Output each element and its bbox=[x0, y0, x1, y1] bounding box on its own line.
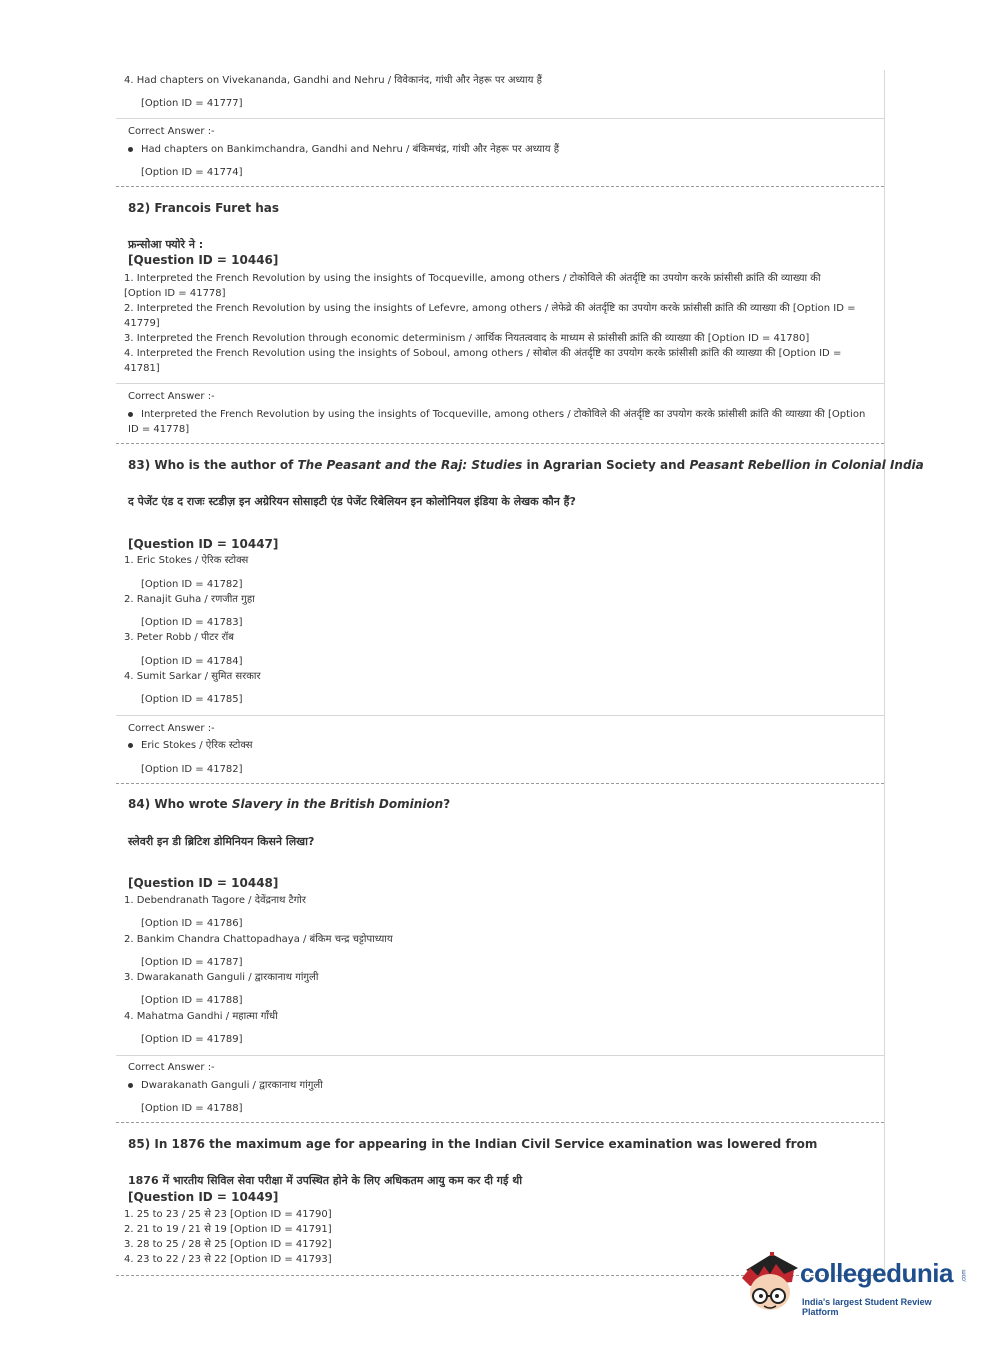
q83-hindi: द पेजेंट एंड द राजः स्टडीज़ इन अग्रेरियन सोसाइटी एंड पेजेंट रिबेलियन इन कोलोनियल इंडिया के लेखक कौन हैं? bbox=[128, 495, 576, 508]
q84-hindi: स्लेवरी इन डी ब्रिटिश डोमिनियन किसने लिखा? bbox=[128, 835, 315, 848]
q81-correct-answer bbox=[128, 142, 559, 157]
q83-option-1: 1. Eric Stokes / ऐरिक स्टोक्स bbox=[124, 555, 249, 566]
question-separator bbox=[116, 783, 884, 784]
q82-option-1: 1. Interpreted the French Revolution by using the insights of Tocqueville, among others / टोकोविले की अंतर्दृष्टि का उपयोग करके फ्रांसीसी क्रांति की व्याख्या की [Option ID = 41778] bbox=[124, 273, 821, 299]
q83-option-1-id: [Option ID = 41782] bbox=[141, 579, 243, 590]
q82-correct-text: Interpreted the French Revolution by using the insights of Tocqueville, among others / टोकोविले की अंतर्दृष्टि का उपयोग करके फ्रांसीसी क्रांति की व्याख्या की [Option ID = 41778] bbox=[128, 409, 866, 435]
q83-question-id: [Question ID = 10447] bbox=[128, 537, 279, 551]
q82-option-3: 3. Interpreted the French Revolution through economic determinism / आर्थिक नियतत्ववाद के माध्यम से फ्रांसीसी क्रांति की व्याख्या की [Option ID = 41780] bbox=[124, 333, 810, 344]
q83-title: 83) Who is the author of The Peasant and the Raj: Studies in Agrarian Society and Peasant Rebellion in Colonial India bbox=[128, 458, 924, 472]
bullet-icon bbox=[128, 147, 133, 152]
q84-option-1-id: [Option ID = 41786] bbox=[141, 918, 243, 929]
graduate-mascot-icon bbox=[740, 1248, 802, 1314]
q85-question-id: [Question ID = 10449] bbox=[128, 1190, 279, 1204]
q84-option-2: 2. Bankim Chandra Chattopadhaya / बंकिम चन्द्र चट्टोपाध्याय bbox=[124, 934, 393, 945]
q83-option-4-id: [Option ID = 41785] bbox=[141, 694, 243, 705]
q85-option-4: 4. 23 to 22 / 23 से 22 [Option ID = 41793] bbox=[124, 1254, 332, 1265]
q81-option-4-id: [Option ID = 41777] bbox=[141, 98, 243, 109]
q85-option-2: 2. 21 to 19 / 21 से 19 [Option ID = 41791] bbox=[124, 1224, 332, 1235]
q83-option-3: 3. Peter Robb / पीटर रॉब bbox=[124, 632, 234, 643]
divider bbox=[116, 383, 884, 384]
bullet-icon bbox=[128, 743, 133, 748]
logo-domain: .com bbox=[961, 1269, 968, 1283]
q83-option-2-id: [Option ID = 41783] bbox=[141, 617, 243, 628]
q84-question-id: [Question ID = 10448] bbox=[128, 876, 279, 890]
q84-correct-label: Correct Answer :- bbox=[128, 1062, 215, 1073]
q85-option-3: 3. 28 to 25 / 28 से 25 [Option ID = 41792] bbox=[124, 1239, 332, 1250]
q82-correct-answer bbox=[128, 407, 873, 437]
q84-option-4-id: [Option ID = 41789] bbox=[141, 1034, 243, 1045]
q84-correct-text: Dwarakanath Ganguli / द्वारकानाथ गांगुली bbox=[141, 1080, 323, 1091]
question-separator bbox=[116, 443, 884, 444]
divider bbox=[116, 118, 884, 119]
q81-correct-id: [Option ID = 41774] bbox=[141, 167, 243, 178]
logo-tagline: India's largest Student Review Platform bbox=[802, 1297, 932, 1317]
q82-correct-label: Correct Answer :- bbox=[128, 391, 215, 402]
q82-hindi: फ्रन्सोआ फ्योरे ने : bbox=[128, 238, 204, 251]
q84-correct-id: [Option ID = 41788] bbox=[141, 1103, 243, 1114]
q82-option-4: 4. Interpreted the French Revolution using the insights of Soboul, among others / सोबोल की अंतर्दृष्टि का उपयोग करके फ्रांसीसी क्रांति की व्याख्या की [Option ID = 41781] bbox=[124, 348, 842, 374]
bullet-icon bbox=[128, 1083, 133, 1088]
divider bbox=[116, 715, 884, 716]
q82-title: 82) Francois Furet has bbox=[128, 201, 280, 215]
q82-option-2: 2. Interpreted the French Revolution by using the insights of Lefevre, among others / लेफेव्रे की अंतर्दृष्टि का उपयोग करके फ्रांसीसी क्रांति की व्याख्या की [Option ID = 41779] bbox=[124, 303, 856, 329]
q81-option-4: 4. Had chapters on Vivekananda, Gandhi and Nehru / विवेकानंद, गांधी और नेहरू पर अध्याय हैं bbox=[124, 75, 542, 86]
q83-option-2: 2. Ranajit Guha / रणजीत गुहा bbox=[124, 594, 255, 605]
divider bbox=[116, 1055, 884, 1056]
q84-option-1: 1. Debendranath Tagore / देवेंद्रनाथ टैगोर bbox=[124, 895, 306, 906]
q83-correct-id: [Option ID = 41782] bbox=[141, 764, 243, 775]
collegedunia-logo[interactable] bbox=[740, 1248, 970, 1318]
q83-option-4: 4. Sumit Sarkar / सुमित सरकार bbox=[124, 671, 261, 682]
q85-title: 85) In 1876 the maximum age for appearing in the Indian Civil Service examination was lowered from bbox=[128, 1137, 818, 1151]
question-separator bbox=[116, 186, 884, 187]
q83-correct-label: Correct Answer :- bbox=[128, 723, 215, 734]
q83-correct-answer bbox=[128, 738, 253, 753]
q85-hindi: 1876 में भारतीय सिविल सेवा परीक्षा में उपस्थित होने के लिए अधिकतम आयु कम कर दी गई थी bbox=[128, 1174, 523, 1187]
question-separator bbox=[116, 1122, 884, 1123]
q81-correct-text: Had chapters on Bankimchandra, Gandhi and Nehru / बंकिमचंद्र, गांधी और नेहरू पर अध्याय हैं bbox=[141, 144, 560, 155]
logo-wordmark: collegedunia bbox=[800, 1258, 953, 1288]
q84-correct-answer bbox=[128, 1078, 323, 1093]
q84-option-4: 4. Mahatma Gandhi / महात्मा गाँधी bbox=[124, 1011, 278, 1022]
q84-option-3: 3. Dwarakanath Ganguli / द्वारकानाथ गांगुली bbox=[124, 972, 319, 983]
bullet-icon bbox=[128, 412, 133, 417]
q84-title: 84) Who wrote Slavery in the British Dominion? bbox=[128, 797, 451, 811]
q85-option-1: 1. 25 to 23 / 25 से 23 [Option ID = 41790] bbox=[124, 1209, 332, 1220]
q81-correct-label: Correct Answer :- bbox=[128, 126, 215, 137]
q82-question-id: [Question ID = 10446] bbox=[128, 253, 279, 267]
q84-option-2-id: [Option ID = 41787] bbox=[141, 957, 243, 968]
q84-option-3-id: [Option ID = 41788] bbox=[141, 995, 243, 1006]
q83-correct-text: Eric Stokes / ऐरिक स्टोक्स bbox=[141, 740, 253, 751]
q83-option-3-id: [Option ID = 41784] bbox=[141, 656, 243, 667]
